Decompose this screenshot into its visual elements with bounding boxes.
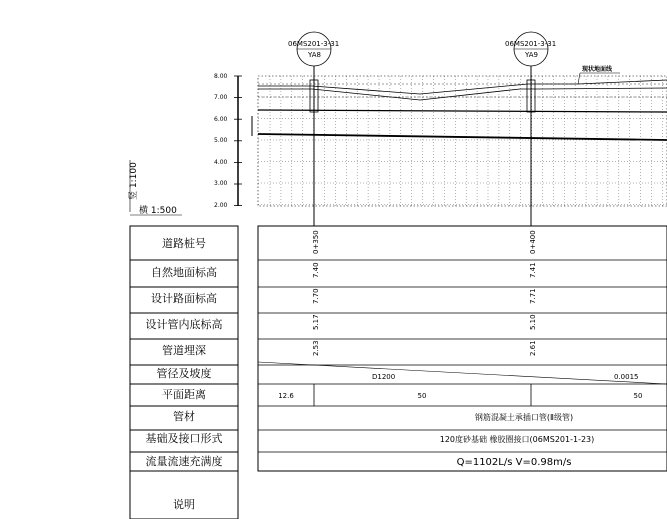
scale-vertical-label: 竖 1:100 — [129, 162, 139, 200]
station2-natural-ground: 7.41 — [529, 262, 537, 278]
row-label-material: 管材 — [173, 410, 195, 423]
pipe-material: 钢筋混凝土承插口管(Ⅱ级管) — [474, 413, 574, 422]
elev-tick-4: 4.00 — [214, 159, 228, 166]
existing-ground-line — [258, 80, 667, 94]
profile-table — [130, 226, 667, 519]
row-label-notes: 说明 — [173, 498, 195, 511]
station2-chainage: 0+400 — [529, 230, 537, 254]
elev-tick-5: 3.00 — [214, 180, 228, 187]
pipe-top-line — [258, 110, 667, 112]
elev-tick-1: 7.00 — [214, 94, 228, 101]
station1-natural-ground: 7.40 — [312, 262, 320, 278]
elev-tick-6: 2.00 — [214, 202, 228, 209]
station1-depth: 2.53 — [312, 340, 320, 356]
flow-values: Q=1102L/s V=0.98m/s — [456, 457, 572, 468]
station2-invert: 5.10 — [529, 314, 537, 330]
row-label-diameter-slope: 管径及坡度 — [156, 367, 212, 380]
row-label-invert: 设计管内底标高 — [145, 318, 223, 331]
station1-invert: 5.17 — [312, 314, 320, 330]
station2-depth: 2.61 — [529, 340, 537, 356]
manhole-ya8-id: YA8 — [308, 51, 321, 59]
row-label-foundation: 基础及接口形式 — [145, 432, 223, 445]
row-label-natural-ground: 自然地面标高 — [151, 266, 217, 279]
pipe-invert-line — [258, 134, 667, 140]
elevation-axis — [214, 73, 242, 209]
row-label-chainage: 道路桩号 — [162, 237, 206, 250]
manhole-ya9-ref: 06MS201-3-31 — [505, 40, 557, 48]
distance-1: 50 — [417, 392, 427, 400]
distance-2: 50 — [633, 392, 643, 400]
elev-tick-2: 6.00 — [214, 116, 228, 123]
row-label-depth: 管道埋深 — [162, 344, 206, 357]
pipe-slope: 0.0015 — [614, 373, 639, 381]
manhole-ya9 — [505, 32, 556, 226]
row-label-flow: 流量流速充满度 — [145, 455, 223, 468]
elev-tick-0: 8.00 — [214, 73, 228, 80]
station2-design-road: 7.71 — [529, 288, 537, 304]
scale-horizontal-label: 横 1:500 — [139, 206, 177, 216]
elev-tick-3: 5.00 — [214, 137, 228, 144]
foundation-type: 120度砂基础 橡胶圈接口(06MS201-1-23) — [439, 435, 595, 444]
distance-0: 12.6 — [278, 392, 294, 400]
manhole-ya8-ref: 06MS201-3-31 — [288, 40, 340, 48]
station1-design-road: 7.70 — [312, 288, 320, 304]
ground-lines — [258, 65, 667, 100]
pipe-diameter: D1200 — [372, 373, 396, 381]
manhole-ya9-id: YA9 — [525, 51, 538, 59]
station1-chainage: 0+350 — [312, 230, 320, 254]
row-label-design-road: 设计路面标高 — [151, 292, 217, 305]
existing-ground-label: 现状地面线 — [582, 66, 613, 73]
row-label-distance: 平面距离 — [162, 388, 206, 401]
manhole-ya8 — [288, 32, 339, 226]
